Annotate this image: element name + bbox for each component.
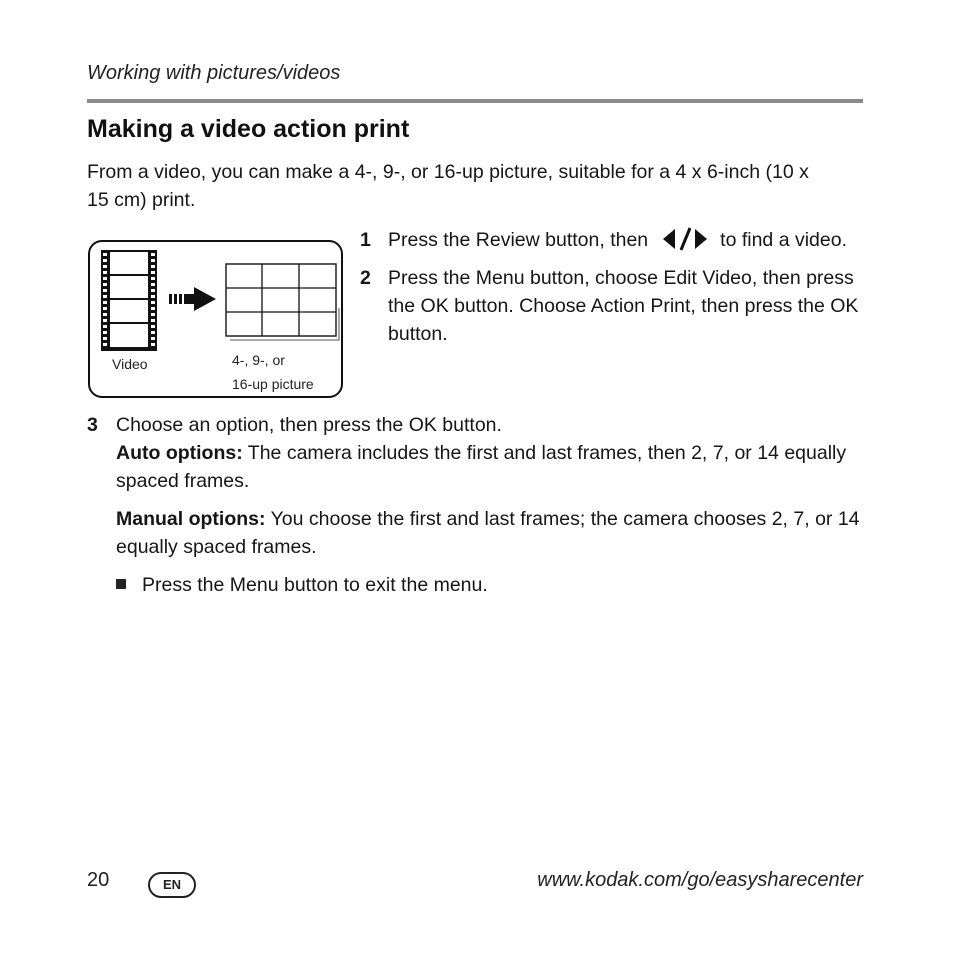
picture-label-line1: 4-, 9-, or: [232, 352, 285, 368]
film-strip-icon: [101, 250, 157, 351]
footer-url: www.kodak.com/go/easysharecenter: [537, 869, 863, 891]
bullet-text: Press the Menu button to exit the menu.: [142, 574, 488, 596]
step-3-number: 3: [87, 414, 98, 436]
step-1-text-before: Press the Review button, then: [388, 229, 649, 251]
step-1-text-after: to find a video.: [720, 229, 847, 251]
running-head: Working with pictures/videos: [87, 62, 341, 84]
left-right-arrows-icon: [660, 227, 710, 251]
language-badge: EN: [148, 872, 196, 898]
page-number: 20: [87, 869, 110, 891]
section-title: Making a video action print: [87, 115, 410, 143]
intro-paragraph: From a video, you can make a 4-, 9-, or 16-up picture, suitable for a 4 x 6-inch (10 x 15 cm) print.: [87, 161, 809, 211]
bullet-item: [116, 571, 816, 599]
video-label: Video: [112, 356, 148, 372]
grid-picture-icon: [226, 264, 339, 340]
step-3-text: Choose an option, then press the OK button.: [116, 414, 502, 436]
manual-options-text: You choose the first and last frames; the camera chooses 2, 7, or 14 equally spaced frames.: [116, 508, 860, 558]
header-rule: [87, 99, 863, 103]
auto-options-label: Auto options:: [116, 442, 243, 464]
step-2-text: Press the Menu button, choose Edit Video, then press the OK button. Choose Action Print, then press the OK button.: [388, 267, 859, 345]
manual-options-label: Manual options:: [116, 508, 266, 530]
arrow-right-icon: [169, 287, 216, 311]
step-1-number: 1: [360, 229, 371, 251]
auto-options-text: The camera includes the first and last frames, then 2, 7, or 14 equally spaced frames.: [116, 442, 847, 492]
picture-label-line2: 16-up picture: [232, 376, 314, 392]
action-print-figure: [88, 240, 343, 398]
square-bullet-icon: [116, 579, 126, 589]
auto-options: [116, 439, 861, 495]
step-2-number: 2: [360, 267, 371, 289]
manual-options: [116, 505, 866, 561]
